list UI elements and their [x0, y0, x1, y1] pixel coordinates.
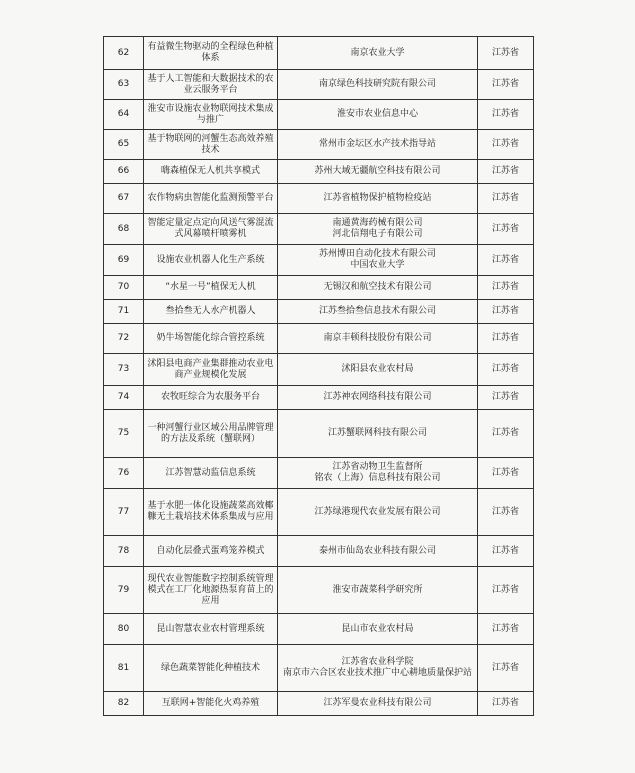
applicant-unit	[278, 160, 478, 184]
applicant-unit	[278, 386, 478, 410]
table-row	[104, 458, 534, 489]
project-name: 基于水肥一体化设施蔬菜高效椰糠无土栽培技术体系集成与应用	[144, 489, 278, 536]
applicant-unit-line: 无锡汉和航空技术有限公司	[323, 282, 432, 292]
project-name: 一种河蟹行业区域公用品牌管理的方法及系统（蟹联网）	[144, 410, 278, 458]
row-number: 69	[104, 245, 144, 276]
table-row	[104, 645, 534, 692]
applicant-unit-line: 南京市六合区农业技术推广中心耕地质量保护站	[282, 668, 472, 678]
applicant-unit-line: 江苏蟹联网科技有限公司	[327, 428, 427, 438]
province: 江苏省	[478, 100, 534, 130]
province: 江苏省	[478, 276, 534, 300]
applicant-unit-line: 苏州博田自动化技术有限公司	[318, 249, 436, 259]
row-number: 82	[104, 692, 144, 716]
province: 江苏省	[478, 692, 534, 716]
project-name: 叁拾叁无人水产机器人	[144, 300, 278, 324]
province: 江苏省	[478, 324, 534, 354]
applicant-unit	[278, 614, 478, 645]
applicant-unit-line: 南京丰顿科技股份有限公司	[323, 333, 432, 343]
applicant-unit-line: 铭农（上海）信息科技有限公司	[314, 473, 441, 483]
table-row	[104, 324, 534, 354]
project-name: 沭阳县电商产业集群推动农业电商产业规模化发展	[144, 354, 278, 386]
province: 江苏省	[478, 536, 534, 567]
applicant-unit	[278, 410, 478, 458]
applicant-unit-line: 南通黄海药械有限公司	[332, 218, 423, 228]
row-number: 78	[104, 536, 144, 567]
applicant-unit-line: 泰州市仙岛农业科技有限公司	[318, 545, 436, 556]
row-number: 72	[104, 324, 144, 354]
table-row	[104, 245, 534, 276]
row-number: 80	[104, 614, 144, 645]
project-name: 设施农业机器人化生产系统	[144, 245, 278, 276]
applicant-unit	[278, 458, 478, 489]
province: 江苏省	[478, 130, 534, 160]
table-row	[104, 130, 534, 160]
row-number: 81	[104, 645, 144, 692]
project-table	[103, 36, 534, 716]
applicant-unit-line: 沭阳县农业农村局	[341, 364, 414, 374]
province: 江苏省	[478, 300, 534, 324]
row-number: 64	[104, 100, 144, 130]
applicant-unit	[278, 324, 478, 354]
table-row	[104, 536, 534, 567]
province: 江苏省	[478, 386, 534, 410]
applicant-unit	[278, 354, 478, 386]
project-name: 昆山智慧农业农村管理系统	[144, 614, 278, 645]
province: 江苏省	[478, 214, 534, 245]
project-name: 嗨森植保无人机共享模式	[144, 160, 278, 184]
table-row	[104, 70, 534, 100]
table-body	[104, 37, 534, 716]
applicant-unit-line: 江苏省植物保护植物检疫站	[323, 193, 432, 203]
province: 江苏省	[478, 245, 534, 276]
applicant-unit	[278, 300, 478, 324]
applicant-unit	[278, 214, 478, 245]
table-row	[104, 300, 534, 324]
table-row	[104, 37, 534, 70]
row-number: 77	[104, 489, 144, 536]
row-number: 71	[104, 300, 144, 324]
table-row	[104, 184, 534, 214]
table-row	[104, 692, 534, 716]
applicant-unit-line: 淮安市农业信息中心	[336, 109, 418, 119]
applicant-unit-line: 江苏绿港现代农业发展有限公司	[314, 506, 441, 517]
project-name: 自动化层叠式蛋鸡笼养模式	[144, 536, 278, 567]
province: 江苏省	[478, 160, 534, 184]
project-name: 基于人工智能和大数据技术的农业云服务平台	[144, 70, 278, 100]
applicant-unit	[278, 245, 478, 276]
applicant-unit-line: 江苏神农网络科技有限公司	[323, 392, 432, 402]
project-name: 有益微生物驱动的全程绿色种植体系	[144, 37, 278, 70]
row-number: 67	[104, 184, 144, 214]
row-number: 65	[104, 130, 144, 160]
table-row	[104, 386, 534, 410]
table-row	[104, 160, 534, 184]
applicant-unit	[278, 37, 478, 70]
applicant-unit-line: 中国农业大学	[350, 260, 405, 270]
project-name: 基于物联网的河蟹生态高效养殖技术	[144, 130, 278, 160]
applicant-unit-line: 苏州大域无疆航空科技有限公司	[314, 166, 441, 176]
applicant-unit	[278, 130, 478, 160]
applicant-unit-line: 南京农业大学	[350, 47, 405, 58]
project-name: 江苏智慧动监信息系统	[144, 458, 278, 489]
province: 江苏省	[478, 354, 534, 386]
province: 江苏省	[478, 184, 534, 214]
row-number: 75	[104, 410, 144, 458]
table-row	[104, 614, 534, 645]
applicant-unit-line: 河北信翔电子有限公司	[332, 229, 423, 239]
row-number: 66	[104, 160, 144, 184]
applicant-unit-line: 江苏省农业科学院	[341, 657, 414, 667]
applicant-unit	[278, 184, 478, 214]
table-row	[104, 410, 534, 458]
project-name: 奶牛场智能化综合管控系统	[144, 324, 278, 354]
province: 江苏省	[478, 567, 534, 614]
applicant-unit	[278, 567, 478, 614]
applicant-unit-line: 南京绿色科技研究院有限公司	[318, 79, 436, 89]
table-row	[104, 100, 534, 130]
applicant-unit	[278, 70, 478, 100]
row-number: 76	[104, 458, 144, 489]
row-number: 68	[104, 214, 144, 245]
province: 江苏省	[478, 410, 534, 458]
applicant-unit	[278, 489, 478, 536]
row-number: 79	[104, 567, 144, 614]
row-number: 70	[104, 276, 144, 300]
row-number: 74	[104, 386, 144, 410]
table-row	[104, 276, 534, 300]
project-name: 智能定量定点定向风送气雾混流式风幕喷杆喷雾机	[144, 214, 278, 245]
row-number: 73	[104, 354, 144, 386]
applicant-unit-line: 淮安市蔬菜科学研究所	[332, 584, 423, 595]
table-row	[104, 214, 534, 245]
table-row	[104, 567, 534, 614]
table-row	[104, 489, 534, 536]
applicant-unit	[278, 536, 478, 567]
project-name: “水星一号”植保无人机	[144, 276, 278, 300]
project-name: 农作物病虫智能化监测预警平台	[144, 184, 278, 214]
applicant-unit-line: 江苏省动物卫生监督所	[332, 462, 423, 472]
province: 江苏省	[478, 37, 534, 70]
applicant-unit-line: 江苏叁拾叁信息技术有限公司	[318, 306, 436, 316]
table-row	[104, 354, 534, 386]
province: 江苏省	[478, 70, 534, 100]
project-name: 农牧旺综合为农服务平台	[144, 386, 278, 410]
row-number: 63	[104, 70, 144, 100]
province: 江苏省	[478, 645, 534, 692]
project-name: 淮安市设施农业物联网技术集成与推广	[144, 100, 278, 130]
applicant-unit	[278, 692, 478, 716]
project-name: 互联网+智能化火鸡养殖	[144, 692, 278, 716]
applicant-unit	[278, 645, 478, 692]
applicant-unit	[278, 276, 478, 300]
applicant-unit	[278, 100, 478, 130]
project-name: 绿色蔬菜智能化种植技术	[144, 645, 278, 692]
row-number: 62	[104, 37, 144, 70]
province: 江苏省	[478, 614, 534, 645]
province: 江苏省	[478, 489, 534, 536]
applicant-unit-line: 常州市金坛区水产技术指导站	[318, 139, 436, 149]
project-name: 现代农业智能数字控制系统管理模式在工厂化地源热泵育苗上的应用	[144, 567, 278, 614]
province: 江苏省	[478, 458, 534, 489]
applicant-unit-line: 昆山市农业农村局	[341, 623, 414, 634]
applicant-unit-line: 江苏军曼农业科技有限公司	[323, 698, 432, 708]
